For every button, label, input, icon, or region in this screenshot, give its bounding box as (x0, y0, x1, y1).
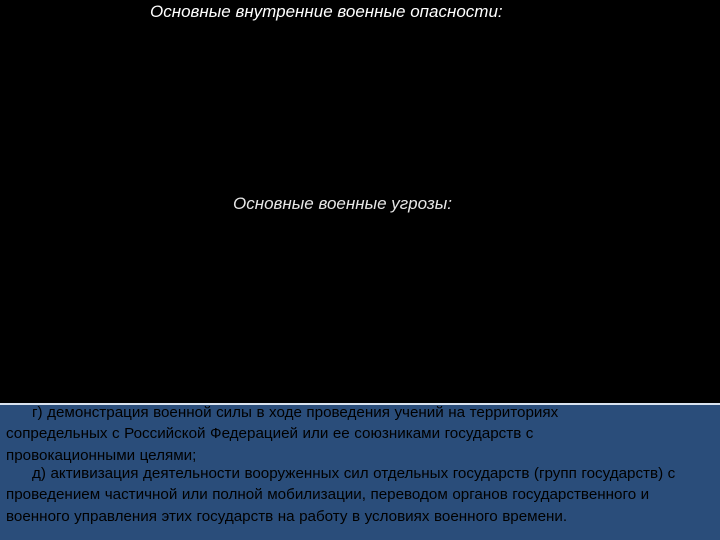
threat-item-c: в) создание и подготовка незаконных вооруженных формирований, их деятельность на территории Российской Федерации или на территориях ее союзников; (6, 363, 655, 402)
threat-item-e: д) активизация деятельности вооруженных сил отдельных государств (групп государств) с проведением частичной или полной мобилизации, переводом органов государственного и военного управления этих государств на работу в условиях военного времени. (6, 465, 676, 525)
danger-item-c: в) дезорганизация функционирования органов государственной власти, важных государственных, военных объектов и информационной инфраструктуры Российской Федерации. (6, 135, 703, 174)
threat-item-b: б) воспрепятствование работе систем государственного и военного управления Российской Федерации, нарушение функционирования ее стратегических ядерных сил, систем предупреждения о ракетном нападении, контроля космического пространства, объектов хранения ядерных боеприпасов, атомной энергетики, атомной, химической промышленности и других потенциально опасных объектов; (6, 260, 714, 363)
threats-heading: Основные военные угрозы: (233, 194, 452, 213)
threat-item-a: а) резкое обострение военно-политической обстановки (межгосударственных отношений) и создание условий для применения военной силы; (6, 219, 685, 258)
danger-item-a: а) попытки насильственного изменения конституционного строя Российской Федерации; (32, 50, 662, 67)
danger-item-b: б) подрыв суверенитета, нарушение единства и территориальной целостности Российской Федерации; (6, 93, 679, 132)
dangers-heading: Основные внутренние военные опасности: (150, 2, 503, 21)
threat-item-d: г) демонстрация военной силы в ходе проведения учений на территориях сопредельных с Российской Федерацией или ее союзниками государств с провокационными целями; (6, 404, 559, 464)
